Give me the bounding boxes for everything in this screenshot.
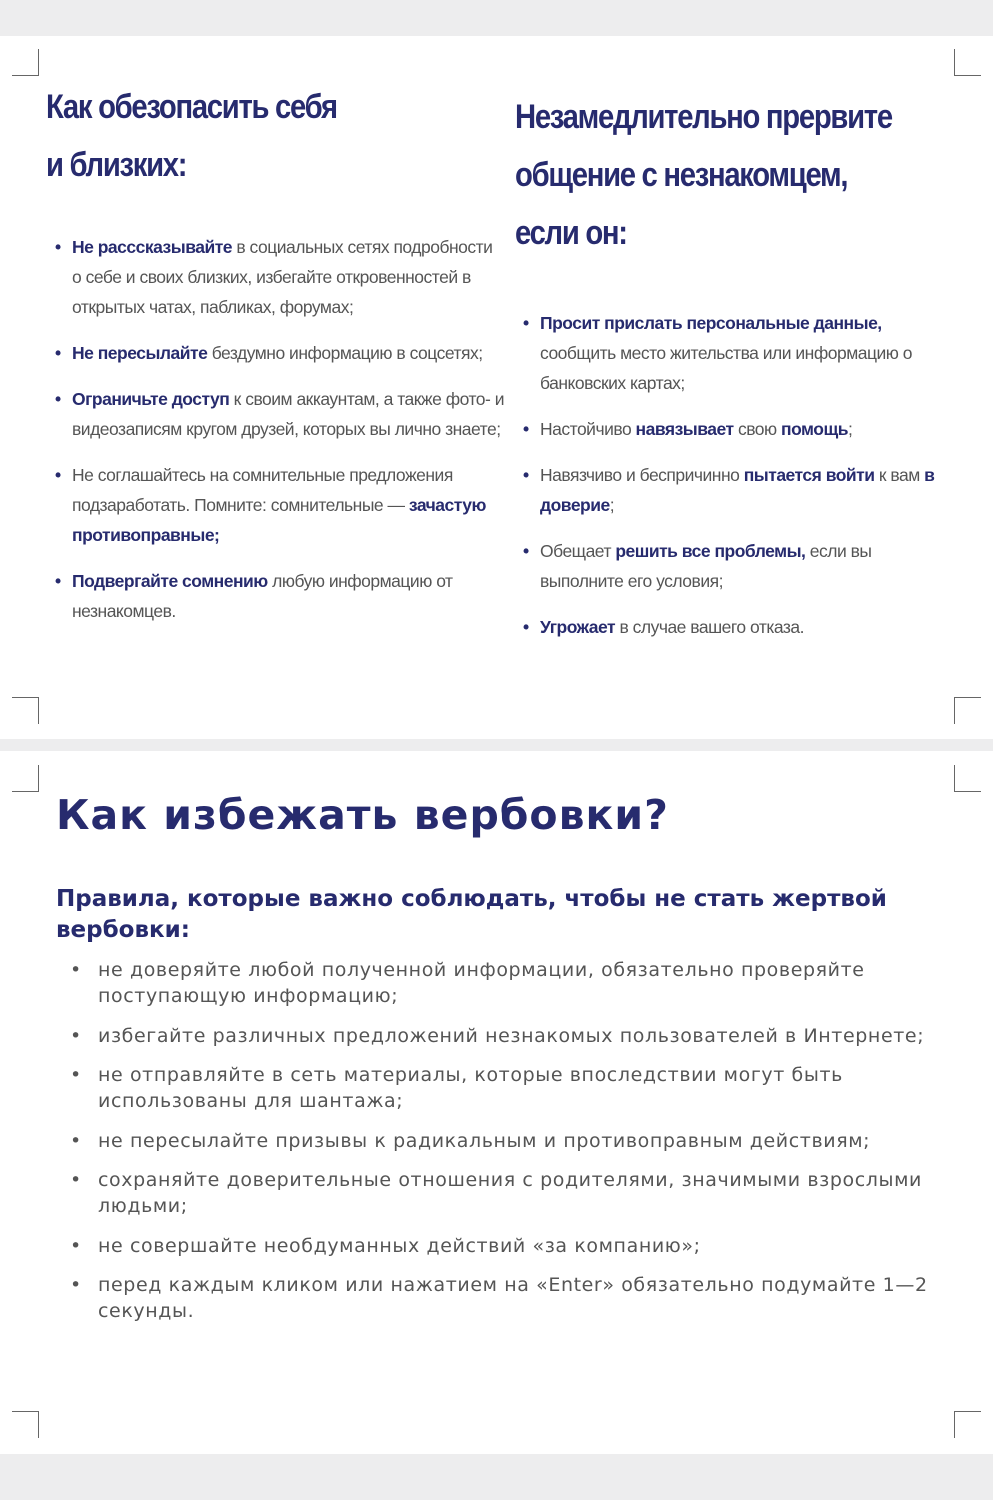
- emphasis-text: решить все проблемы,: [615, 541, 806, 561]
- item-text: к своим аккаунтам, а также фото- и видеозаписям кругом друзей, которых вы лично знаете;: [72, 389, 504, 439]
- rule-item: [70, 1233, 930, 1259]
- bullet-icon: •: [55, 465, 61, 485]
- rule-item: [70, 957, 930, 1009]
- left-heading: [46, 78, 337, 194]
- emphasis-text: помощь: [781, 419, 848, 439]
- bullet-icon: •: [523, 465, 529, 485]
- item-text: Навязчиво и беспричинно: [540, 465, 744, 485]
- emphasis-text: пытается войти: [743, 465, 875, 485]
- bullet-icon: •: [55, 343, 61, 363]
- bullet-icon: •: [55, 389, 61, 409]
- list-item: [55, 232, 505, 322]
- left-heading-line: Как обезопасить себя: [46, 88, 337, 126]
- rule-item: [70, 1062, 930, 1114]
- page-title: Как избежать вербовки?: [56, 791, 669, 839]
- page-subtitle: Правила, которые важно соблюдать, чтобы не стать жертвой вербовки:: [56, 886, 887, 943]
- bullet-icon: •: [70, 1129, 82, 1152]
- emphasis-text: навязывает: [635, 419, 734, 439]
- emphasis-text: Просит прислать персональные данные,: [540, 313, 882, 333]
- bullet-icon: •: [523, 313, 529, 333]
- item-text: Обещает: [540, 541, 616, 561]
- emphasis-text: Не пересылайте: [72, 343, 208, 363]
- item-text: если вы выполните его условия;: [540, 541, 872, 591]
- item-text: Настойчиво: [540, 419, 636, 439]
- item-text: любую информацию от незнакомцев.: [72, 571, 453, 621]
- bullet-icon: •: [523, 541, 529, 561]
- bullet-icon: •: [55, 237, 61, 257]
- item-text: бездумно информацию в соцсетях;: [207, 343, 483, 363]
- emphasis-text: Подвергайте сомнению: [72, 571, 268, 591]
- bullet-icon: •: [523, 617, 529, 637]
- emphasis-text: Угрожает: [540, 617, 616, 637]
- bullet-icon: •: [70, 1024, 82, 1047]
- bullet-icon: •: [523, 419, 529, 439]
- emphasis-text: зачастую противоправные;: [72, 495, 486, 545]
- crop-mark: [954, 765, 981, 792]
- page-bottom: [0, 751, 993, 1454]
- bullet-icon: •: [70, 1064, 82, 1086]
- right-heading-line: Незамедлительно прервите: [515, 98, 892, 136]
- right-heading-line: если он:: [515, 214, 627, 252]
- left-list: [55, 232, 505, 642]
- bullet-icon: •: [70, 1274, 82, 1296]
- crop-mark: [12, 697, 39, 724]
- rule-text: не совершайте необдуманных действий «за компанию»;: [98, 1234, 701, 1257]
- list-item: [523, 460, 943, 520]
- bullet-icon: •: [70, 1234, 82, 1257]
- right-heading: [515, 88, 892, 262]
- bullet-icon: •: [55, 571, 61, 591]
- crop-mark: [12, 49, 39, 76]
- item-text: Не соглашайтесь на сомнительные предложения подзаработать. Помните: сомнительные —: [72, 465, 453, 515]
- rule-text: сохраняйте доверительные отношения с родителями, значимыми взрослыми людьми;: [98, 1169, 922, 1217]
- rule-item: [70, 1023, 930, 1049]
- crop-mark: [12, 765, 39, 792]
- item-text: ;: [609, 495, 615, 515]
- rule-item: [70, 1167, 930, 1219]
- item-text: свою: [733, 419, 782, 439]
- rules-list: [70, 957, 930, 1338]
- rule-text: не отправляйте в сеть материалы, которые впоследствии могут быть использованы для шантажа;: [98, 1064, 843, 1112]
- item-text: ;: [847, 419, 853, 439]
- list-item: [55, 338, 505, 368]
- right-list: [523, 308, 943, 658]
- right-heading-line: общение с незнакомцем,: [515, 156, 848, 194]
- list-item: [523, 612, 943, 642]
- emphasis-text: Ограничьте доступ: [72, 389, 230, 409]
- crop-mark: [12, 1411, 39, 1438]
- crop-mark: [954, 1411, 981, 1438]
- rule-text: избегайте различных предложений незнакомых пользователей в Интернете;: [98, 1024, 925, 1047]
- crop-mark: [954, 49, 981, 76]
- item-text: в случае вашего отказа.: [615, 617, 805, 637]
- list-item: [523, 308, 943, 398]
- rule-item: [70, 1128, 930, 1154]
- item-text: в социальных сетях подробности о себе и своих близких, избегайте откровенностей в открытых чатах, пабликах, форумах;: [72, 237, 493, 317]
- list-item: [523, 414, 943, 444]
- list-item: [523, 536, 943, 596]
- rule-text: перед каждым кликом или нажатием на «Enter» обязательно подумайте 1—2 секунды.: [98, 1274, 928, 1322]
- bullet-icon: •: [70, 959, 82, 981]
- bullet-icon: •: [70, 1169, 82, 1191]
- page-top: [0, 36, 993, 739]
- list-item: [55, 460, 505, 550]
- list-item: [55, 566, 505, 626]
- emphasis-text: Не расссказывайте: [72, 237, 233, 257]
- rule-text: не доверяйте любой полученной информации, обязательно проверяйте поступающую информацию;: [98, 959, 865, 1007]
- item-text: сообщить место жительства или информацию о банковских картах;: [540, 343, 912, 393]
- list-item: [55, 384, 505, 444]
- emphasis-text: в доверие: [540, 465, 935, 515]
- crop-mark: [954, 697, 981, 724]
- rule-item: [70, 1272, 930, 1324]
- rule-text: не пересылайте призывы к радикальным и противоправным действиям;: [98, 1129, 871, 1152]
- left-heading-line: и близких:: [46, 146, 187, 184]
- item-text: к вам: [874, 465, 925, 485]
